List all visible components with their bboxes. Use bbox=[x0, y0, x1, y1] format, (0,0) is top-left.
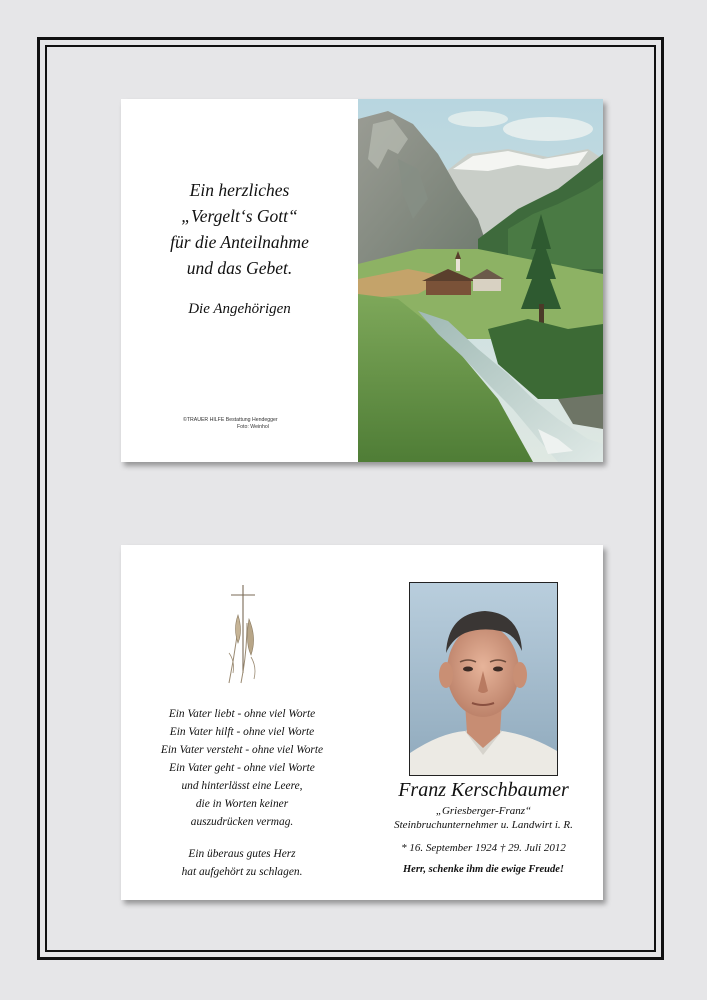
poem-line: Ein Vater versteht - ohne viel Worte bbox=[160, 744, 324, 756]
closing-verse-line: Ein überaus gutes Herz bbox=[188, 848, 296, 860]
closing-verse-line: hat aufgehört zu schlagen. bbox=[181, 866, 303, 878]
alpine-landscape-image bbox=[358, 99, 603, 462]
photo-credit: Foto: Weinhol bbox=[237, 424, 269, 430]
thank-you-line: für die Anteilnahme bbox=[170, 232, 309, 252]
memorial-card bbox=[121, 545, 603, 900]
nickname: „Griesberger-Franz“ bbox=[435, 805, 532, 817]
poem-line: und hinterlässt eine Leere, bbox=[181, 780, 303, 792]
portrait-photo bbox=[409, 582, 558, 776]
profession: Steinbruchunternehmer u. Landwirt i. R. bbox=[394, 819, 573, 831]
poem-line: auszudrücken vermag. bbox=[190, 816, 294, 828]
thank-you-text bbox=[121, 177, 358, 281]
thank-you-line: und das Gebet. bbox=[186, 258, 293, 278]
thank-you-line: „Vergelt‘s Gott“ bbox=[181, 206, 298, 226]
poem bbox=[121, 705, 363, 831]
poem-line: die in Worten keiner bbox=[195, 798, 289, 810]
closing-verse bbox=[121, 845, 363, 881]
thank-you-line: Ein herzliches bbox=[189, 180, 290, 200]
thank-you-card bbox=[121, 99, 603, 462]
poem-line: Ein Vater liebt - ohne viel Worte bbox=[168, 708, 316, 720]
poem-line: Ein Vater hilft - ohne viel Worte bbox=[169, 726, 315, 738]
deceased-name: Franz Kerschbaumer bbox=[398, 779, 569, 801]
signoff: Die Angehörigen bbox=[188, 301, 291, 317]
cross-and-wheat-icon bbox=[221, 583, 265, 687]
closing-prayer: Herr, schenke ihm die ewige Freude! bbox=[403, 864, 564, 875]
life-dates: * 16. September 1924 † 29. Juli 2012 bbox=[401, 842, 566, 854]
poem-line: Ein Vater geht - ohne viel Worte bbox=[169, 762, 315, 774]
publisher-credit: ©TRAUER HILFE Bestattung Hendegger bbox=[183, 417, 278, 423]
